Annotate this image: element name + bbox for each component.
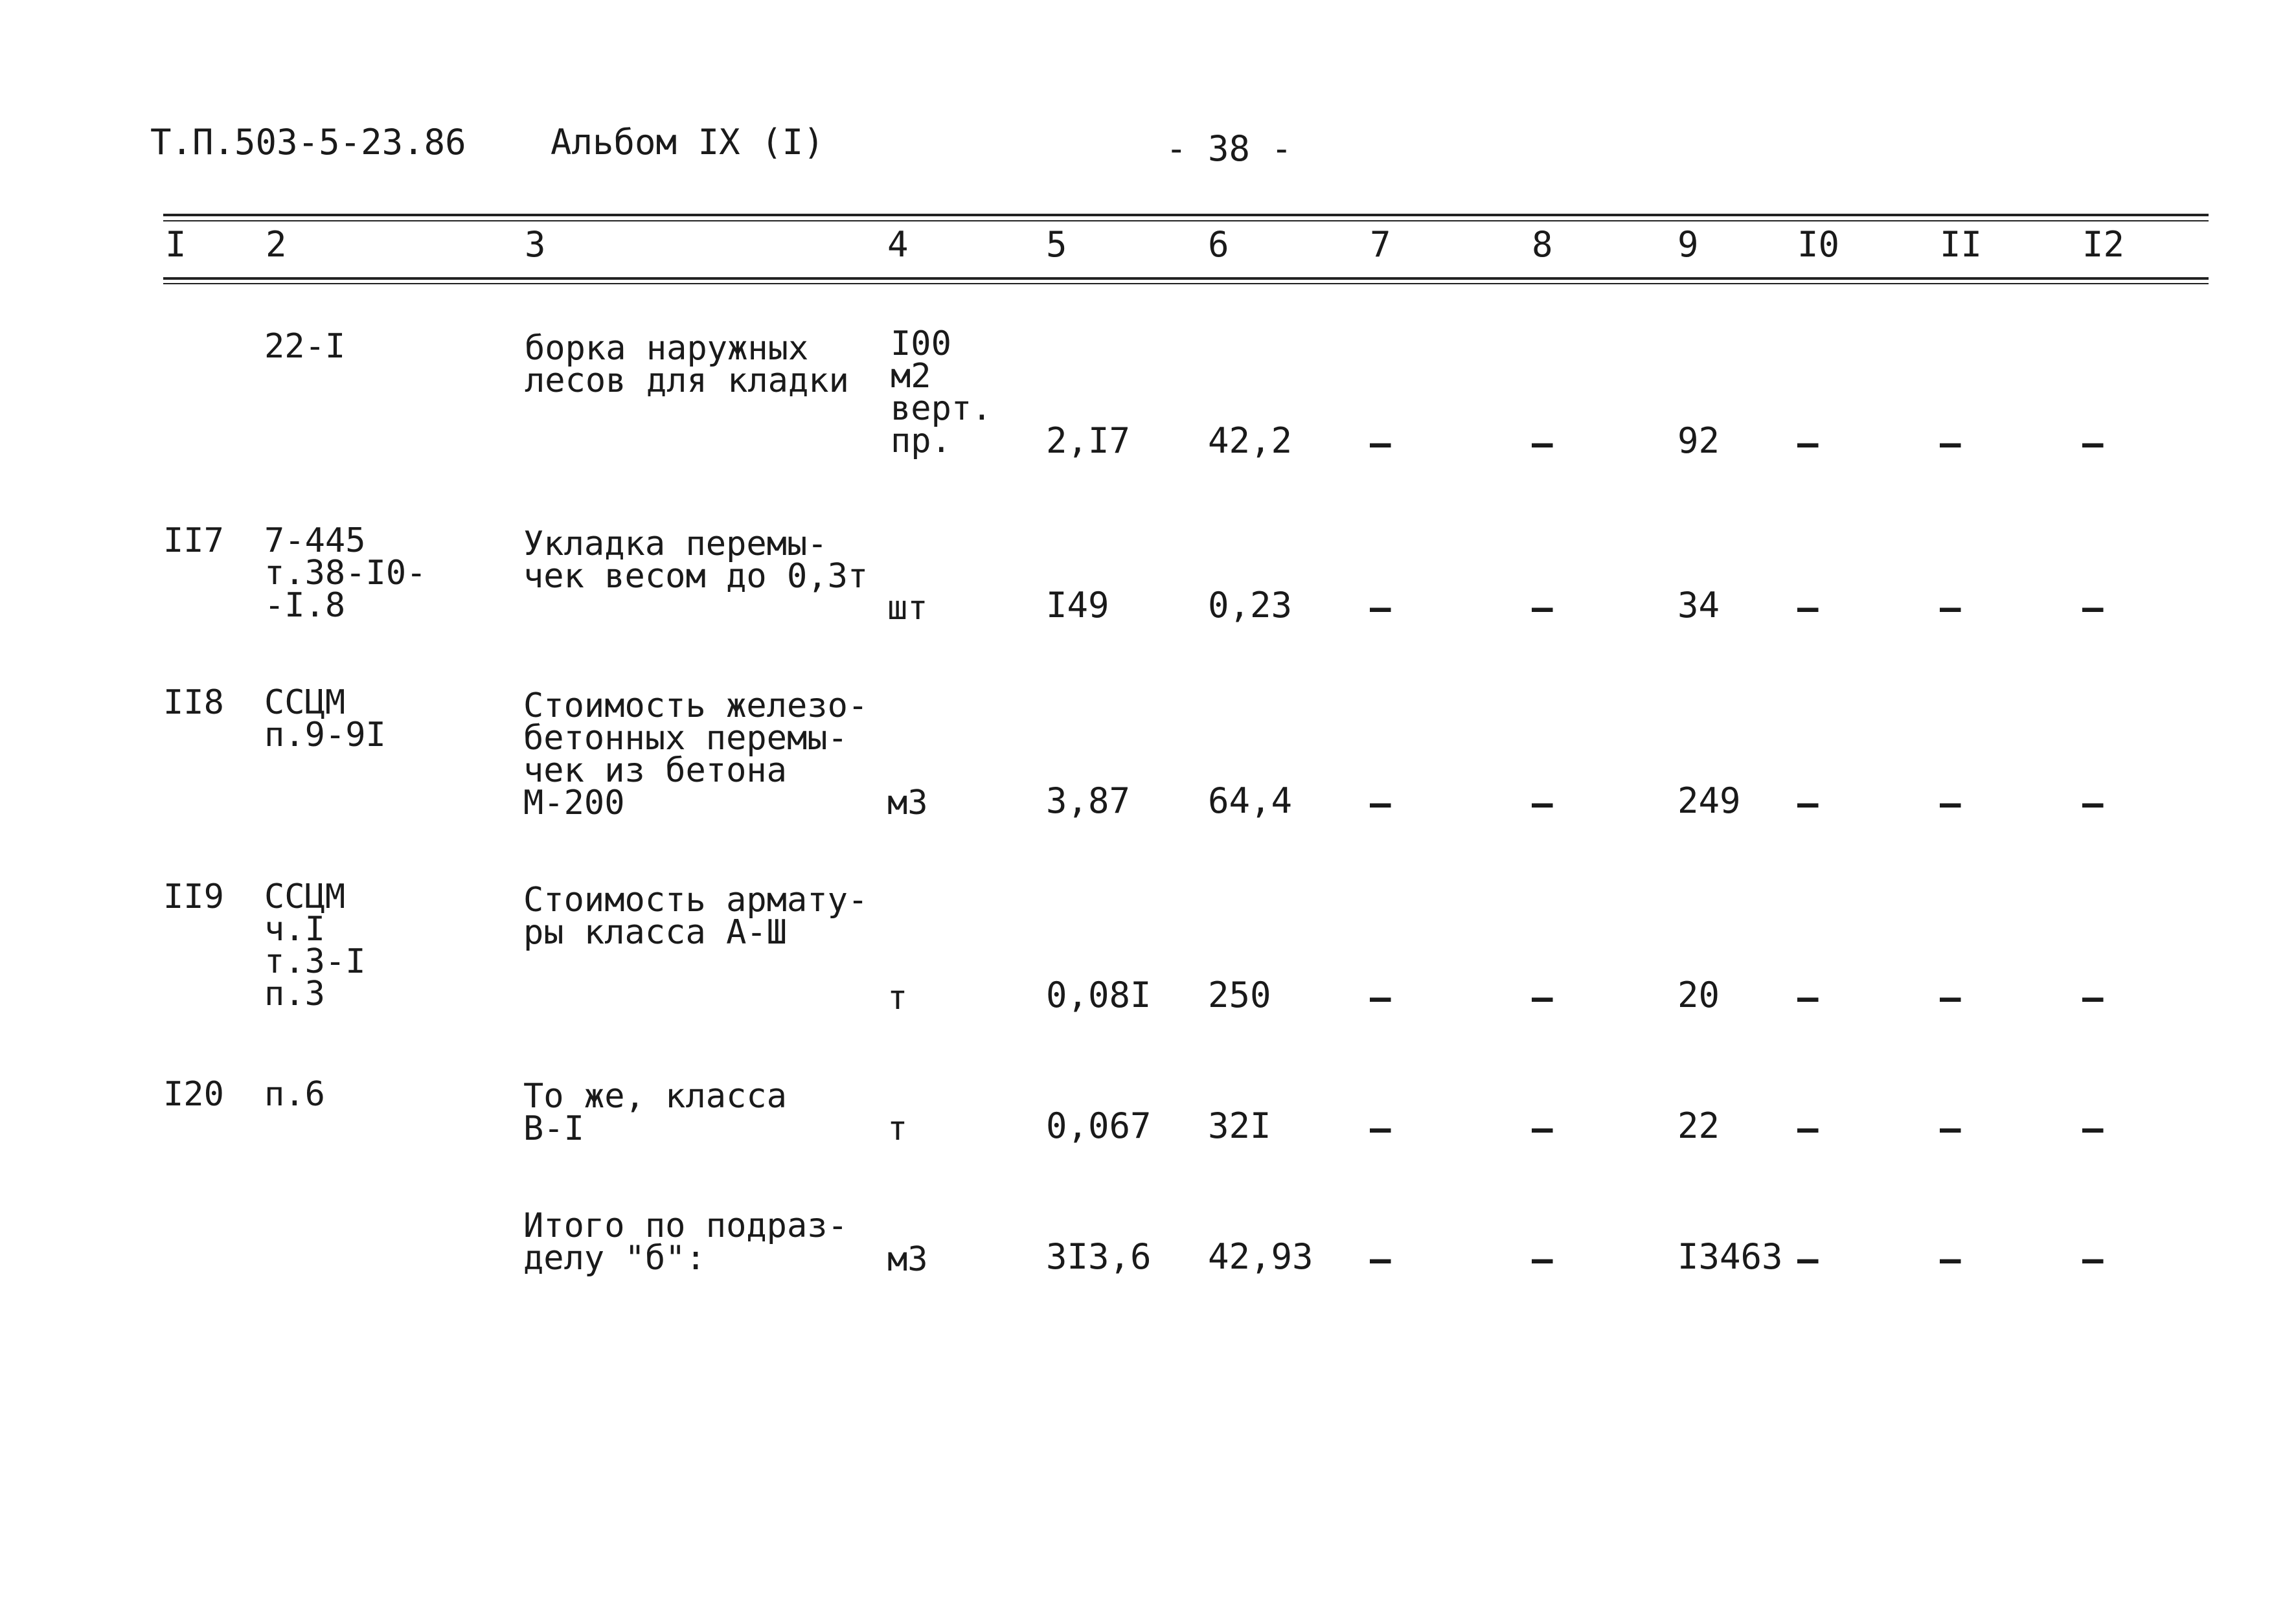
row-5-number: I20 — [163, 1075, 224, 1114]
row-3-col12: – — [2082, 783, 2104, 824]
column-number-8: 8 — [1532, 224, 1553, 265]
column-number-11: II — [1940, 224, 1983, 265]
row-5-col10: – — [1797, 1108, 1819, 1149]
header-bottom-rule — [163, 277, 2209, 280]
column-number-9: 9 — [1677, 224, 1699, 265]
row-5-col11: – — [1940, 1108, 1961, 1149]
row-3-unit: м3 — [887, 784, 928, 822]
row-2-code: 7-445 т.38-I0- -I.8 — [264, 521, 427, 625]
row-4-col12: – — [2082, 977, 2104, 1018]
row-1-name: борка наружных лесов для кладки — [525, 329, 849, 400]
total-col12: – — [2082, 1239, 2104, 1280]
row-2-number: II7 — [163, 521, 224, 560]
row-5-code: п.6 — [264, 1075, 325, 1114]
row-1-col7: – — [1370, 423, 1391, 464]
row-4-col8: – — [1532, 977, 1553, 1018]
row-4-col9: 20 — [1677, 975, 1720, 1015]
column-number-7: 7 — [1370, 224, 1391, 265]
total-price: 42,93 — [1208, 1236, 1313, 1277]
total-qty: 3I3,6 — [1046, 1236, 1152, 1277]
column-number-2: 2 — [266, 224, 287, 265]
row-5-col9: 22 — [1677, 1105, 1720, 1146]
row-1-unit: I00 м2 верт. пр. — [891, 324, 992, 460]
row-2-col8: – — [1532, 587, 1553, 628]
row-3-col8: – — [1532, 783, 1553, 824]
row-3-col10: – — [1797, 783, 1819, 824]
row-2-col11: – — [1940, 587, 1961, 628]
row-1-col11: – — [1940, 423, 1961, 464]
row-2-col7: – — [1370, 587, 1391, 628]
row-3-col7: – — [1370, 783, 1391, 824]
row-4-name: Стоимость армату- ры класса А-Ш — [523, 881, 869, 952]
row-2-qty: I49 — [1046, 585, 1109, 626]
row-3-code: ССЦМ п.9-9I — [264, 683, 386, 754]
total-col10: – — [1797, 1239, 1819, 1280]
row-4-unit: т — [887, 978, 908, 1017]
row-1-col8: – — [1532, 423, 1553, 464]
column-number-10: I0 — [1797, 224, 1840, 265]
row-1-col10: – — [1797, 423, 1819, 464]
row-4-col11: – — [1940, 977, 1961, 1018]
column-number-4: 4 — [887, 224, 909, 265]
row-5-qty: 0,067 — [1046, 1105, 1152, 1146]
document-code: Т.П.503-5-23.86 — [150, 122, 466, 163]
table-top-rule-thin — [163, 220, 2209, 221]
row-1-price: 42,2 — [1208, 420, 1293, 461]
row-3-price: 64,4 — [1208, 780, 1293, 821]
column-number-6: 6 — [1208, 224, 1229, 265]
row-2-unit: шт — [887, 589, 928, 628]
table-top-rule — [163, 214, 2209, 216]
row-2-price: 0,23 — [1208, 585, 1293, 626]
header-bottom-rule-thin — [163, 283, 2209, 284]
row-4-code: ССЦМ ч.I т.3-I п.3 — [264, 877, 366, 1013]
row-5-price: 32I — [1208, 1105, 1271, 1146]
row-1-qty: 2,I7 — [1046, 420, 1131, 461]
total-col11: – — [1940, 1239, 1961, 1280]
row-1-code: 22-I — [264, 327, 346, 366]
row-4-col10: – — [1797, 977, 1819, 1018]
row-5-col7: – — [1370, 1108, 1391, 1149]
album-label: Альбом IX (I) — [551, 122, 824, 163]
row-3-name: Стоимость железо- бетонных перемы- чек из бетона М-200 — [523, 686, 869, 822]
row-4-col7: – — [1370, 977, 1391, 1018]
column-number-5: 5 — [1046, 224, 1067, 265]
page-number: - 38 - — [1166, 128, 1293, 169]
total-label: Итого по подраз- делу "б": — [523, 1206, 848, 1278]
row-5-col8: – — [1532, 1108, 1553, 1149]
row-3-col11: – — [1940, 783, 1961, 824]
column-number-1: I — [165, 224, 187, 265]
column-number-12: I2 — [2082, 224, 2125, 265]
row-3-qty: 3,87 — [1046, 780, 1131, 821]
row-2-col9: 34 — [1677, 585, 1720, 626]
row-5-unit: т — [887, 1109, 908, 1148]
row-5-col12: – — [2082, 1108, 2104, 1149]
row-4-price: 250 — [1208, 975, 1271, 1015]
row-5-name: То же, класса В-I — [523, 1077, 787, 1148]
row-4-number: II9 — [163, 877, 224, 916]
row-1-col9: 92 — [1677, 420, 1720, 461]
row-3-number: II8 — [163, 683, 224, 722]
total-col8: – — [1532, 1239, 1553, 1280]
total-col7: – — [1370, 1239, 1391, 1280]
row-1-col12: – — [2082, 423, 2104, 464]
column-number-3: 3 — [525, 224, 546, 265]
row-2-col10: – — [1797, 587, 1819, 628]
row-2-col12: – — [2082, 587, 2104, 628]
row-4-qty: 0,08I — [1046, 975, 1152, 1015]
row-2-name: Укладка перемы- чек весом до 0,3т — [523, 525, 869, 596]
total-unit: м3 — [887, 1240, 928, 1279]
total-col9: I3463 — [1677, 1236, 1783, 1277]
row-3-col9: 249 — [1677, 780, 1741, 821]
